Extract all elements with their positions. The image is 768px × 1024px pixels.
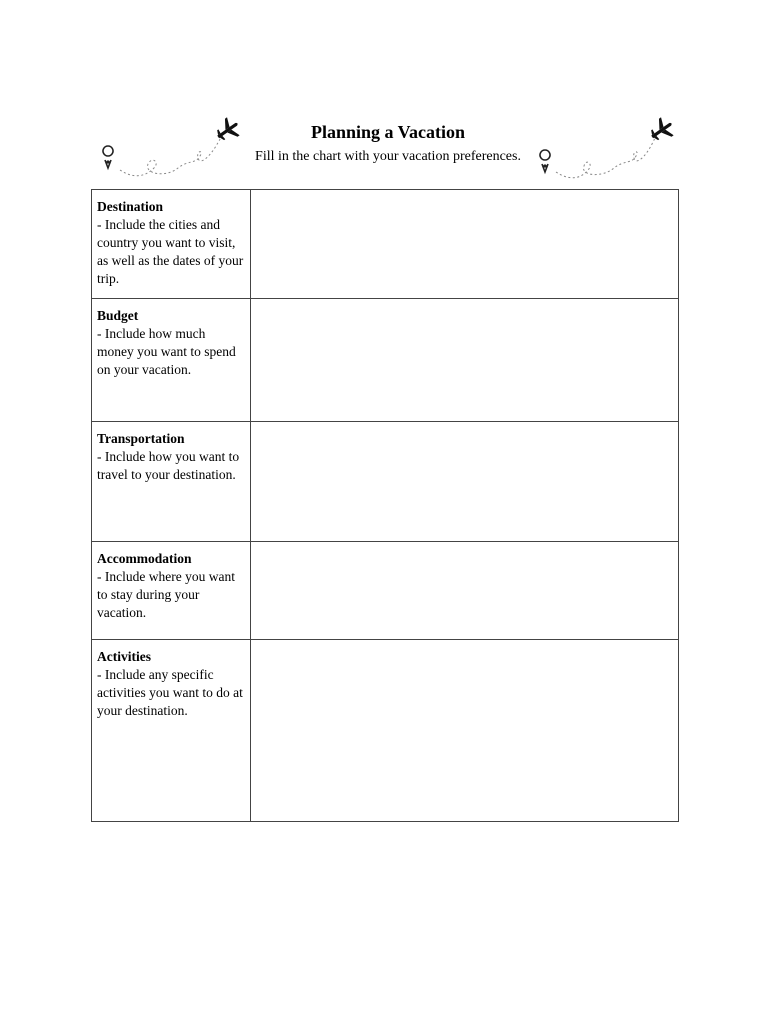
row-label-cell bbox=[92, 299, 251, 422]
answer-field-transportation[interactable] bbox=[251, 422, 679, 542]
airplane-flight-path-icon bbox=[536, 112, 680, 184]
row-label-cell bbox=[92, 542, 251, 640]
table-row bbox=[92, 640, 679, 822]
row-description: - Include the cities and country you want to visit, as well as the dates of your trip. bbox=[97, 217, 244, 286]
answer-field-accommodation[interactable] bbox=[251, 542, 679, 640]
row-label-cell bbox=[92, 422, 251, 542]
table-row bbox=[92, 542, 679, 640]
table-row bbox=[92, 299, 679, 422]
vacation-preferences-chart bbox=[91, 189, 679, 822]
answer-field-destination[interactable] bbox=[251, 190, 679, 299]
page-title: Planning a Vacation bbox=[310, 122, 466, 142]
row-title: Destination bbox=[97, 199, 164, 214]
row-description: - Include any specific activities you want to do at your destination. bbox=[97, 667, 243, 718]
row-description: - Include how much money you want to spend on your vacation. bbox=[97, 326, 236, 377]
row-title: Activities bbox=[97, 649, 151, 664]
row-description: - Include how you want to travel to your destination. bbox=[97, 449, 240, 482]
table-row bbox=[92, 422, 679, 542]
answer-field-budget[interactable] bbox=[251, 299, 679, 422]
row-description: - Include where you want to stay during your vacation. bbox=[97, 569, 235, 620]
table-row bbox=[92, 190, 679, 299]
row-title: Accommodation bbox=[97, 551, 192, 566]
row-title: Budget bbox=[97, 308, 139, 323]
page-subtitle: Fill in the chart with your vacation preferences. bbox=[255, 149, 521, 164]
answer-field-activities[interactable] bbox=[251, 640, 679, 822]
row-title: Transportation bbox=[97, 431, 185, 446]
row-label-cell bbox=[92, 640, 251, 822]
row-label-cell bbox=[92, 190, 251, 299]
worksheet-header bbox=[96, 112, 680, 184]
